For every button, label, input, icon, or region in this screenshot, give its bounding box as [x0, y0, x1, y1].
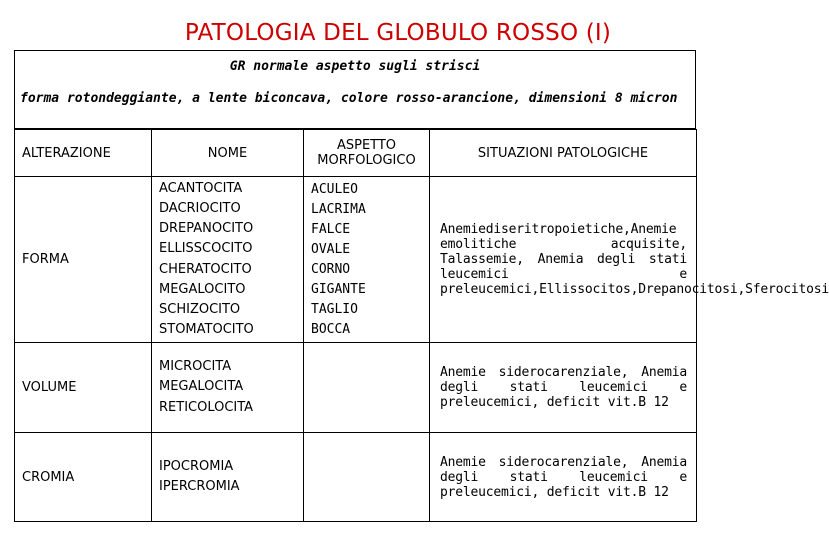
- row-situazioni: Anemie siderocarenziale, Anemia degli stati leucemici e preleucemici, deficit vit.B 12: [430, 433, 697, 522]
- table-row: [15, 177, 697, 343]
- row-nomi: [152, 433, 304, 522]
- list-item: ACULEO: [311, 181, 358, 197]
- row-aspetti: [304, 177, 430, 343]
- row-aspetti-empty: [304, 433, 430, 522]
- list-item: BOCCA: [311, 321, 351, 337]
- list-item: GIGANTE: [311, 281, 366, 297]
- intro-text: forma rotondeggiante, a lente biconcava, colore rosso-arancione, dimensioni 8 micron: [20, 91, 678, 106]
- slide-title: PATOLOGIA DEL GLOBULO ROSSO (I): [184, 20, 612, 46]
- list-item: OVALE: [311, 241, 351, 257]
- table-row: [15, 343, 697, 433]
- row-nomi: [152, 177, 304, 343]
- row-aspetti-empty: [304, 343, 430, 433]
- list-item: IPOCROMIA: [159, 458, 234, 474]
- list-item: ELLISSCOCITO: [159, 241, 253, 257]
- list-item: IPERCROMIA: [159, 479, 240, 494]
- list-item: DACRIOCITO: [159, 200, 241, 216]
- list-item: DREPANOCITO: [159, 221, 254, 237]
- list-item: TAGLIO: [311, 301, 358, 317]
- table-header-row: [15, 130, 697, 177]
- row-alterazione: VOLUME: [15, 343, 152, 433]
- header-situazioni: SITUAZIONI PATOLOGICHE: [430, 130, 697, 177]
- list-item: LACRIMA: [311, 201, 366, 217]
- row-alterazione: CROMIA: [15, 433, 152, 522]
- list-item: SCHIZOCITO: [159, 301, 241, 317]
- list-item: RETICOLOCITA: [159, 399, 254, 415]
- intro-box: [14, 50, 696, 129]
- header-nome: NOME: [152, 130, 304, 177]
- intro-heading: GR normale aspetto sugli strisci: [229, 59, 481, 74]
- header-aspetto: ASPETTO MORFOLOGICO: [304, 130, 430, 177]
- list-item: CHERATOCITO: [159, 261, 252, 277]
- list-item: FALCE: [311, 221, 351, 237]
- list-item: MEGALOCITA: [159, 379, 244, 395]
- list-item: STOMATOCITO: [159, 322, 254, 338]
- table-row: [15, 433, 697, 522]
- list-item: ACANTOCITA: [159, 180, 243, 196]
- pathology-table: [14, 129, 829, 522]
- header-alterazione: ALTERAZIONE: [15, 130, 152, 177]
- row-situazioni: Anemie siderocarenziale, Anemia degli stati leucemici e preleucemici, deficit vit.B 12: [430, 343, 697, 433]
- list-item: MEGALOCITO: [159, 281, 246, 297]
- list-item: MICROCITA: [159, 359, 232, 375]
- row-nomi: [152, 343, 304, 433]
- list-item: CORNO: [311, 261, 351, 277]
- row-situazioni: Anemiediseritropoietiche,Anemie emolitiche acquisite, Talassemie, Anemia degli stati leucemici e preleucemici,Ellissocitos,Drepanocitosi,Sferocitosi: [430, 177, 697, 343]
- row-alterazione: FORMA: [15, 177, 152, 343]
